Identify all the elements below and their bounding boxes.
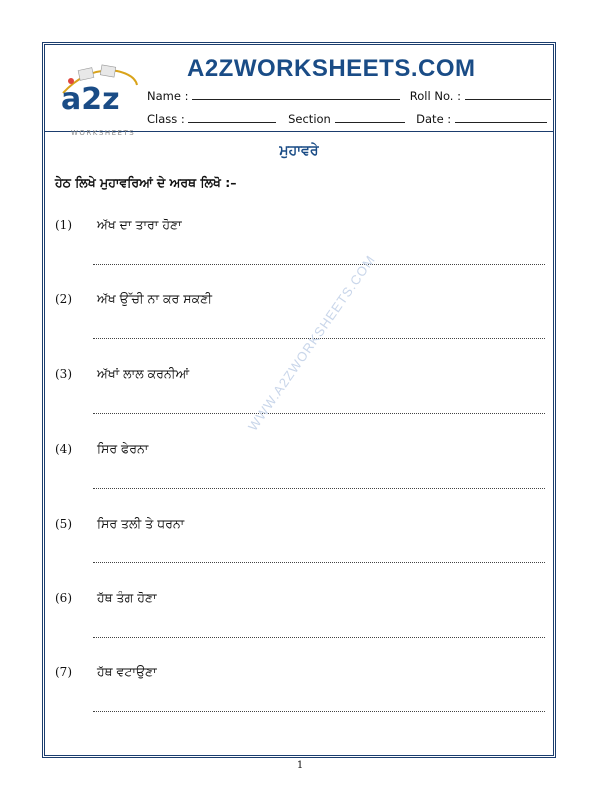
worksheet-header — [45, 45, 553, 137]
question-number: (7) — [55, 665, 72, 679]
watermark: WWW.A2ZWORKSHEETS.COM — [245, 252, 379, 434]
site-title: A2ZWORKSHEETS.COM — [187, 55, 476, 82]
class-label: Class : — [147, 112, 185, 126]
section-label: Section — [288, 112, 331, 126]
question-number: (3) — [55, 367, 72, 381]
svg-text:a2z: a2z — [61, 82, 120, 113]
worksheet-heading: ਮੁਹਾਵਰੇ — [279, 143, 319, 159]
name-label: Name : — [147, 89, 189, 103]
answer-line-4[interactable] — [93, 488, 545, 489]
roll-field[interactable] — [465, 88, 551, 100]
question-5 — [55, 516, 184, 532]
question-1 — [55, 217, 182, 233]
answer-line-3[interactable] — [93, 413, 545, 414]
question-text: ਅੱਖ ਦਾ ਤਾਰਾ ਹੋਣਾ — [96, 217, 182, 232]
question-number: (4) — [55, 442, 72, 456]
logo — [57, 63, 143, 137]
name-roll-row — [147, 88, 551, 103]
question-text: ਅੱਖਾਂ ਲਾਲ ਕਰਨੀਆਂ — [96, 366, 190, 381]
question-7 — [55, 664, 157, 680]
answer-line-1[interactable] — [93, 264, 545, 265]
question-number: (6) — [55, 591, 72, 605]
question-number: (1) — [55, 218, 72, 232]
question-4 — [55, 441, 148, 457]
name-field[interactable] — [192, 88, 400, 100]
page-number: 1 — [296, 760, 304, 771]
class-field[interactable] — [188, 111, 276, 123]
date-field[interactable] — [455, 111, 547, 123]
question-text: ਸਿਰ ਫੇਰਨਾ — [96, 441, 149, 456]
question-3 — [55, 366, 189, 382]
question-number: (2) — [55, 292, 72, 306]
answer-line-6[interactable] — [93, 637, 545, 638]
question-2 — [55, 291, 212, 307]
question-text: ਸਿਰ ਤਲੀ ਤੇ ਧਰਨਾ — [96, 516, 185, 531]
section-field[interactable] — [335, 111, 405, 123]
instruction-text: ਹੇਠ ਲਿਖੇ ਮੁਹਾਵਰਿਆਂ ਦੇ ਅਰਥ ਲਿਖੋ :– — [55, 175, 237, 190]
question-text: ਅੱਖ ਉੱਚੀ ਨਾ ਕਰ ਸਕਣੀ — [96, 291, 213, 306]
class-section-date-row — [147, 111, 547, 126]
question-number: (5) — [55, 517, 72, 531]
answer-line-7[interactable] — [93, 711, 545, 712]
logo-subtitle: WORKSHEETS — [71, 129, 136, 137]
question-6 — [55, 590, 157, 606]
question-text: ਹੱਥ ਵਟਾਉਣਾ — [96, 664, 157, 679]
roll-label: Roll No. : — [409, 89, 461, 103]
answer-line-5[interactable] — [93, 562, 545, 563]
worksheet-frame — [42, 42, 556, 758]
date-label: Date : — [416, 112, 452, 126]
question-text: ਹੱਥ ਤੰਗ ਹੋਣਾ — [96, 590, 157, 605]
logo-graphic — [57, 63, 143, 113]
